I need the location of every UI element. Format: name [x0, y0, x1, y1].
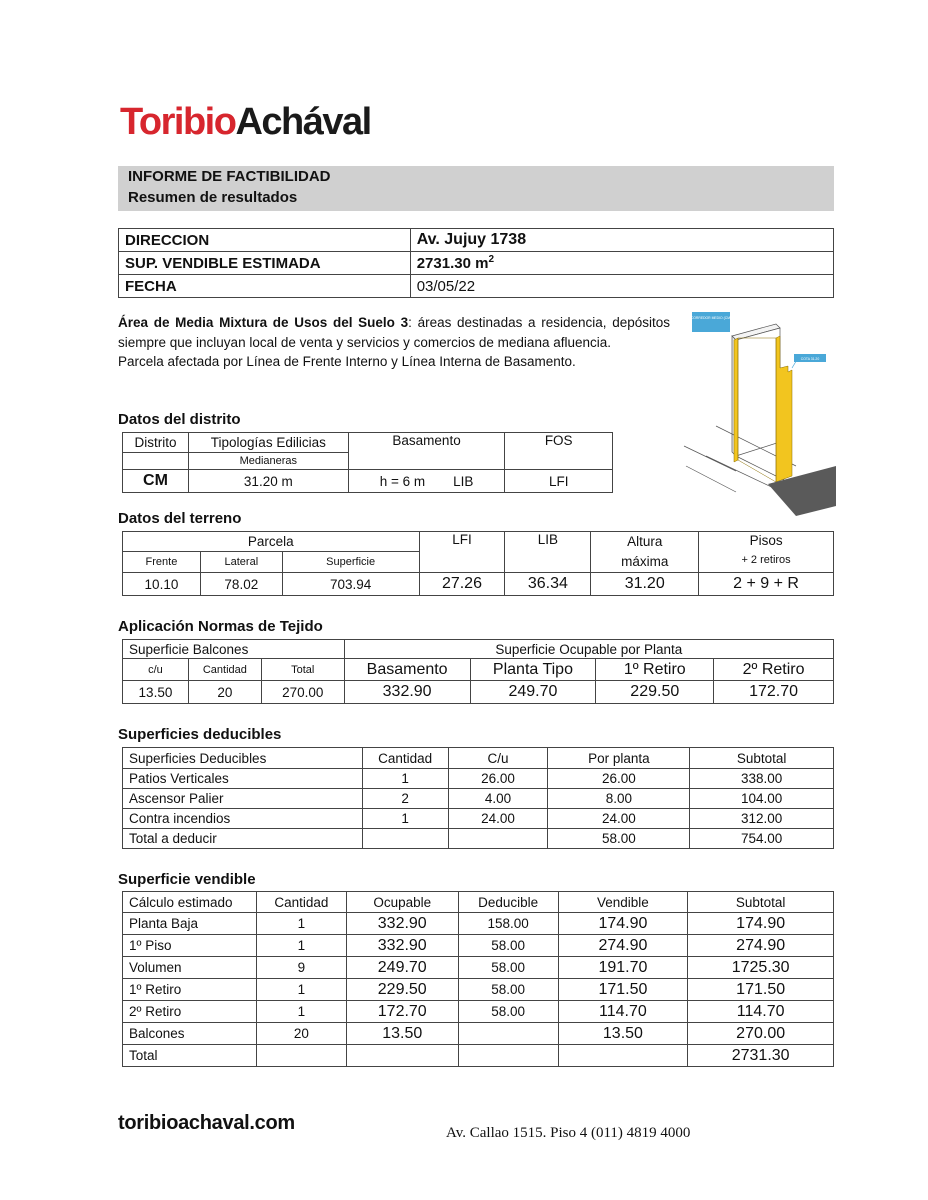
vendible-row-subtotal: 171.50 — [688, 979, 834, 1001]
deducibles-row-por-planta: 8.00 — [548, 789, 690, 809]
terreno-altura-value: 31.20 — [591, 573, 699, 596]
deducibles-col-subtotal: Subtotal — [690, 748, 834, 769]
diagram-yellow-volume — [734, 336, 792, 482]
deducibles-col-por-planta: Por planta — [548, 748, 690, 769]
vendible-header-row — [123, 892, 834, 913]
deducibles-col-cu: C/u — [448, 748, 548, 769]
logo-part-1: Toribio — [120, 101, 236, 143]
deducibles-total-label: Total a deducir — [123, 829, 363, 849]
distrito-col-tipologias: Tipologías Edilicias — [188, 433, 348, 453]
vendible-row-label: 1º Piso — [123, 935, 257, 957]
vendible-total-deducible — [458, 1045, 558, 1067]
terreno-lateral-value: 78.02 — [200, 573, 282, 596]
vendible-row-ocupable: 332.90 — [346, 913, 458, 935]
tejido-sub-cu: c/u — [123, 659, 189, 681]
terreno-lib-value: 36.34 — [505, 573, 591, 596]
deducibles-row-por-planta: 26.00 — [548, 769, 690, 789]
vendible-row-subtotal: 1725.30 — [688, 957, 834, 979]
terreno-header-row — [123, 532, 834, 552]
direccion-value: Av. Jujuy 1738 — [410, 229, 833, 252]
deducibles-heading: Superficies deducibles — [118, 726, 282, 743]
tejido-heading: Aplicación Normas de Tejido — [118, 618, 323, 635]
terreno-heading: Datos del terreno — [118, 510, 242, 527]
terreno-col-pisos — [699, 532, 834, 573]
terreno-frente-value: 10.10 — [123, 573, 201, 596]
vendible-col-subtotal: Subtotal — [688, 892, 834, 913]
zone-description — [118, 313, 670, 372]
vendible-table — [122, 891, 834, 1067]
deducibles-col-superficies: Superficies Deducibles — [123, 748, 363, 769]
logo-part-2: Achával — [235, 101, 371, 143]
deducibles-total-cantidad — [362, 829, 448, 849]
vendible-row-vendible: 174.90 — [558, 913, 688, 935]
deducibles-total-subtotal: 754.00 — [690, 829, 834, 849]
vendible-total-ocupable — [346, 1045, 458, 1067]
terreno-data-row — [123, 573, 834, 596]
tejido-retiro-1-value: 229.50 — [596, 681, 714, 704]
summary-row-fecha — [119, 275, 834, 298]
deducibles-row-label: Patios Verticales — [123, 769, 363, 789]
deducibles-row-cu: 24.00 — [448, 809, 548, 829]
terreno-col-lfi: LFI — [419, 532, 505, 573]
deducibles-row-label: Ascensor Palier — [123, 789, 363, 809]
vendible-row-deducible: 58.00 — [458, 1001, 558, 1023]
vendible-row-label: Volumen — [123, 957, 257, 979]
superficie-value-cell — [410, 252, 833, 275]
terreno-sub-lateral: Lateral — [200, 551, 282, 572]
vendible-row-label: 2º Retiro — [123, 1001, 257, 1023]
tipologia-value: 31.20 m — [188, 470, 348, 493]
tejido-sub-retiro-1: 1º Retiro — [596, 659, 714, 681]
terreno-lfi-value: 27.26 — [419, 573, 505, 596]
vendible-row — [123, 1023, 834, 1045]
deducibles-row-cantidad: 1 — [362, 769, 448, 789]
report-subtitle: Resumen de resultados — [128, 189, 298, 206]
distrito-col-distrito: Distrito — [123, 433, 189, 453]
deducibles-row-cu: 4.00 — [448, 789, 548, 809]
tejido-sub-total: Total — [261, 659, 344, 681]
tejido-sub-retiro-2: 2º Retiro — [714, 659, 834, 681]
distrito-col-basamento: Basamento — [348, 433, 505, 470]
building-diagram — [676, 306, 836, 520]
terreno-sub-frente: Frente — [123, 551, 201, 572]
basamento-h-value: h = 6 m — [379, 473, 426, 489]
fecha-label: FECHA — [119, 275, 411, 298]
direccion-label: DIRECCION — [119, 229, 411, 252]
terreno-table — [122, 531, 834, 596]
vendible-col-ocupable: Ocupable — [346, 892, 458, 913]
tejido-cu-value: 13.50 — [123, 681, 189, 704]
deducibles-total-cu — [448, 829, 548, 849]
vendible-row-ocupable: 229.50 — [346, 979, 458, 1001]
vendible-row — [123, 913, 834, 935]
vendible-row-subtotal: 174.90 — [688, 913, 834, 935]
vendible-row-deducible — [458, 1023, 558, 1045]
vendible-row-vendible: 274.90 — [558, 935, 688, 957]
summary-row-direccion — [119, 229, 834, 252]
deducibles-row-subtotal: 104.00 — [690, 789, 834, 809]
tejido-total-value: 270.00 — [261, 681, 344, 704]
vendible-total-vendible — [558, 1045, 688, 1067]
vendible-row-vendible: 114.70 — [558, 1001, 688, 1023]
deducibles-row-por-planta: 24.00 — [548, 809, 690, 829]
superficie-unit-exponent: 2 — [488, 254, 494, 265]
terreno-pisos-sub: + 2 retiros — [741, 554, 791, 566]
deducibles-col-cantidad: Cantidad — [362, 748, 448, 769]
vendible-row-ocupable: 13.50 — [346, 1023, 458, 1045]
terreno-pisos-value: 2 + 9 + R — [699, 573, 834, 596]
vendible-row-vendible: 13.50 — [558, 1023, 688, 1045]
tejido-col-balcones: Superficie Balcones — [123, 640, 345, 659]
terreno-pisos-label: Pisos — [749, 533, 783, 548]
vendible-row-vendible: 191.70 — [558, 957, 688, 979]
deducibles-row-cantidad: 2 — [362, 789, 448, 809]
vendible-row-vendible: 171.50 — [558, 979, 688, 1001]
fos-value: LFI — [505, 470, 613, 493]
tejido-col-ocupable: Superficie Ocupable por Planta — [344, 640, 833, 659]
tejido-planta-tipo-value: 249.70 — [470, 681, 596, 704]
diagram-label-right: COTA 31.20 — [800, 357, 820, 361]
vendible-row — [123, 957, 834, 979]
deducibles-row — [123, 809, 834, 829]
distrito-heading: Datos del distrito — [118, 411, 241, 428]
vendible-row — [123, 935, 834, 957]
vendible-col-deducible: Deducible — [458, 892, 558, 913]
superficie-label: SUP. VENDIBLE ESTIMADA — [119, 252, 411, 275]
brand-logo — [120, 98, 371, 146]
superficie-value: 2731.30 m — [416, 255, 489, 272]
tejido-header-row — [123, 640, 834, 659]
diagram-label-box-top — [692, 312, 730, 332]
vendible-total-cantidad — [256, 1045, 346, 1067]
vendible-row-cantidad: 1 — [256, 979, 346, 1001]
vendible-row-cantidad: 20 — [256, 1023, 346, 1045]
vendible-col-cantidad: Cantidad — [256, 892, 346, 913]
diagram-label-top: CORREDOR MEDIO (CM) — [690, 316, 732, 320]
vendible-row-deducible: 58.00 — [458, 957, 558, 979]
vendible-row-cantidad: 1 — [256, 1001, 346, 1023]
distrito-table — [122, 432, 613, 493]
vendible-row — [123, 1001, 834, 1023]
vendible-row-label: Balcones — [123, 1023, 257, 1045]
tejido-retiro-2-value: 172.70 — [714, 681, 834, 704]
parcel-note: Parcela afectada por Línea de Frente Interno y Línea Interna de Basamento. — [118, 354, 576, 369]
tejido-sub-cantidad: Cantidad — [188, 659, 261, 681]
deducibles-table — [122, 747, 834, 849]
deducibles-total-row — [123, 829, 834, 849]
summary-table — [118, 228, 834, 298]
deducibles-row-label: Contra incendios — [123, 809, 363, 829]
terreno-altura-line2: máxima — [621, 554, 669, 569]
terreno-col-lib: LIB — [505, 532, 591, 573]
vendible-row-cantidad: 9 — [256, 957, 346, 979]
tejido-basamento-value: 332.90 — [344, 681, 470, 704]
terreno-sub-superficie: Superficie — [282, 551, 419, 572]
distrito-sub-medianeras: Medianeras — [188, 453, 348, 470]
vendible-row-deducible: 158.00 — [458, 913, 558, 935]
distrito-sub-empty — [123, 453, 189, 470]
footer-website: toribioachaval.com — [118, 1112, 295, 1134]
vendible-row-ocupable: 332.90 — [346, 935, 458, 957]
footer-address: Av. Callao 1515. Piso 4 (011) 4819 4000 — [446, 1125, 691, 1141]
vendible-col-calculo: Cálculo estimado — [123, 892, 257, 913]
vendible-col-vendible: Vendible — [558, 892, 688, 913]
tejido-subheader-row — [123, 659, 834, 681]
terreno-superficie-value: 703.94 — [282, 573, 419, 596]
deducibles-row — [123, 769, 834, 789]
fecha-value: 03/05/22 — [410, 275, 833, 298]
zone-name: Área de Media Mixtura de Usos del Suelo 3 — [118, 315, 409, 330]
tejido-sub-basamento: Basamento — [344, 659, 470, 681]
distrito-header-row — [123, 433, 613, 453]
vendible-total-label: Total — [123, 1045, 257, 1067]
distrito-col-fos: FOS — [505, 433, 613, 470]
deducibles-row-subtotal: 312.00 — [690, 809, 834, 829]
vendible-row-cantidad: 1 — [256, 913, 346, 935]
terreno-altura-line1: Altura — [627, 534, 663, 549]
basamento-value — [348, 470, 505, 493]
deducibles-row — [123, 789, 834, 809]
report-banner — [118, 166, 834, 211]
report-title: INFORME DE FACTIBILIDAD — [128, 168, 331, 185]
terreno-col-altura — [591, 532, 699, 573]
deducibles-row-subtotal: 338.00 — [690, 769, 834, 789]
terreno-col-parcela: Parcela — [123, 532, 420, 552]
zone-detail: : áreas destinadas a residencia, depósitos siempre que incluyan local de venta y servicios y comercios de mediana afluencia. — [118, 315, 670, 350]
tejido-sub-planta-tipo: Planta Tipo — [470, 659, 596, 681]
vendible-row — [123, 979, 834, 1001]
vendible-row-deducible: 58.00 — [458, 935, 558, 957]
distrito-data-row — [123, 470, 613, 493]
vendible-row-subtotal: 270.00 — [688, 1023, 834, 1045]
vendible-row-ocupable: 249.70 — [346, 957, 458, 979]
tejido-table — [122, 639, 834, 704]
tejido-cantidad-value: 20 — [188, 681, 261, 704]
deducibles-total-por-planta: 58.00 — [548, 829, 690, 849]
vendible-total-subtotal: 2731.30 — [688, 1045, 834, 1067]
vendible-total-row — [123, 1045, 834, 1067]
deducibles-row-cu: 26.00 — [448, 769, 548, 789]
summary-row-superficie — [119, 252, 834, 275]
vendible-heading: Superficie vendible — [118, 871, 256, 888]
vendible-row-label: 1º Retiro — [123, 979, 257, 1001]
vendible-row-label: Planta Baja — [123, 913, 257, 935]
deducibles-row-cantidad: 1 — [362, 809, 448, 829]
tejido-data-row — [123, 681, 834, 704]
vendible-row-subtotal: 114.70 — [688, 1001, 834, 1023]
distrito-value: CM — [123, 470, 189, 493]
vendible-row-ocupable: 172.70 — [346, 1001, 458, 1023]
deducibles-header-row — [123, 748, 834, 769]
vendible-row-deducible: 58.00 — [458, 979, 558, 1001]
basamento-lib-value: LIB — [453, 473, 474, 489]
vendible-row-cantidad: 1 — [256, 935, 346, 957]
vendible-row-subtotal: 274.90 — [688, 935, 834, 957]
